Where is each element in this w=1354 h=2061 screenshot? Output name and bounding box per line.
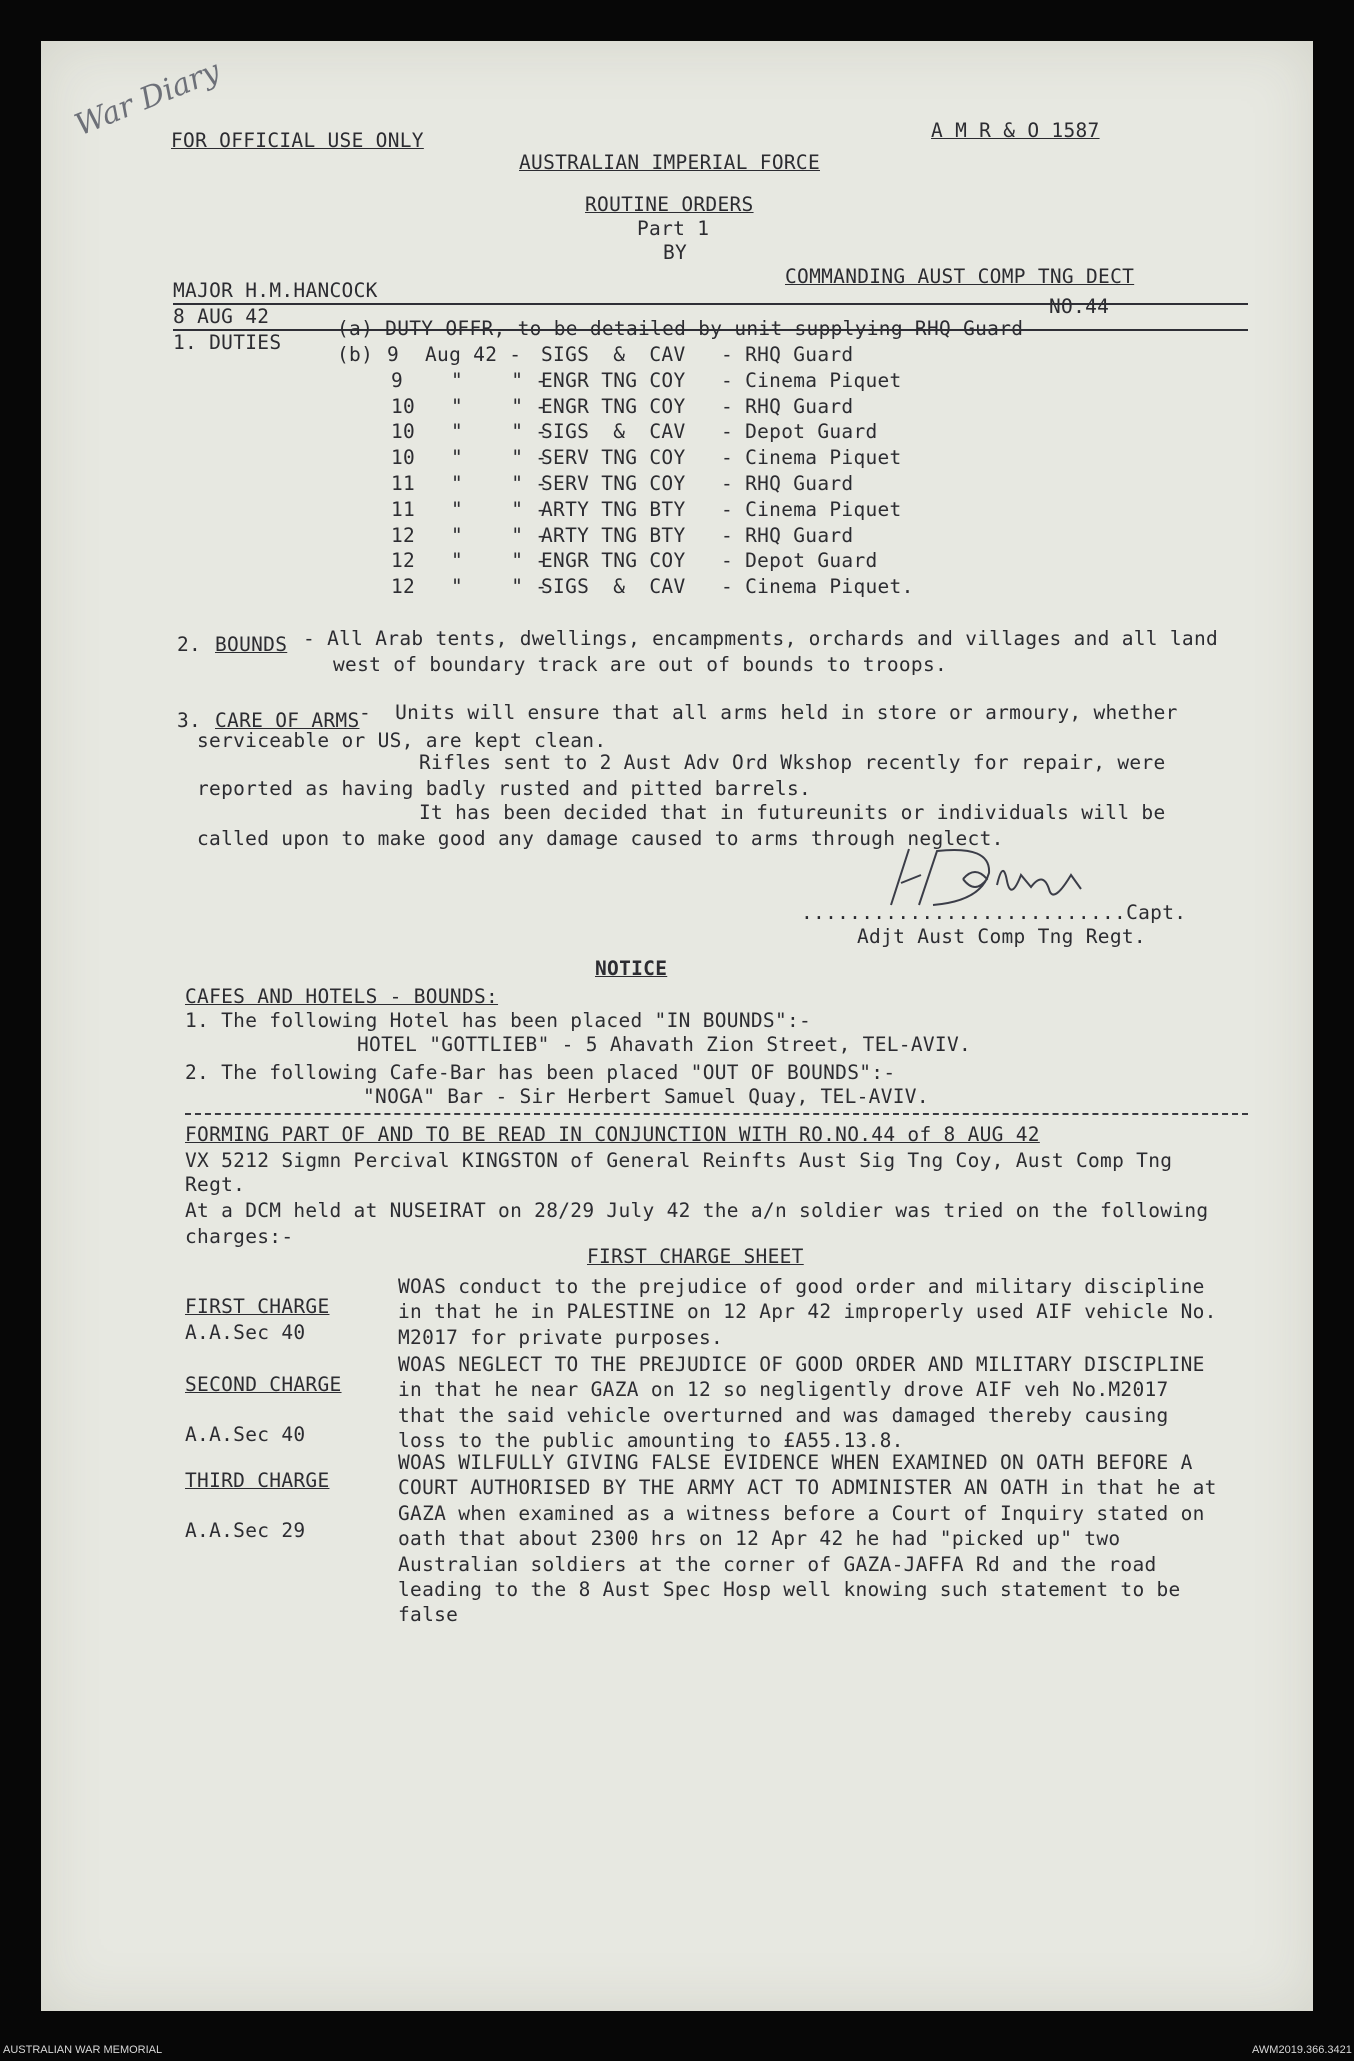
reference-number: A M R & O 1587 — [931, 119, 1100, 142]
charge-text-line: that the said vehicle overturned and was damaged thereby causing — [398, 1403, 1169, 1427]
charge-text-line: false — [398, 1603, 459, 1627]
duty-day: 11 — [391, 472, 416, 495]
duties-heading: 1. DUTIES — [173, 331, 282, 354]
duty-unit: ENGR TNG COY — [541, 368, 686, 392]
duty-day: 10 — [391, 446, 416, 470]
officer-name: MAJOR H.M.HANCOCK — [173, 279, 378, 302]
duty-unit: ENGR TNG COY — [541, 394, 686, 418]
duty-date-ditto: " " - — [451, 472, 548, 495]
charge-text-line: Australian soldiers at the corner of GAZA-JAFFA Rd and the road — [398, 1552, 1157, 1576]
duty-unit: SIGS & CAV — [541, 343, 686, 366]
duty-assignment: - RHQ Guard — [721, 523, 854, 547]
charge-sheet-title: FIRST CHARGE SHEET — [587, 1245, 804, 1268]
command-title: COMMANDING AUST COMP TNG DECT — [785, 265, 1135, 288]
charge-section: A.A.Sec 29 — [185, 1519, 306, 1542]
duty-date-ditto: " " - — [451, 523, 548, 547]
duty-unit: ENGR TNG COY — [541, 549, 686, 573]
duty-date-ditto: " " - — [451, 446, 548, 470]
duties-line-a: (a) DUTY OFFR, to be detailed by unit supplying RHQ Guard — [337, 317, 1024, 340]
official-use-label: FOR OFFICIAL USE ONLY — [171, 129, 424, 152]
charge-text-line: loss to the public amounting to £A55.13.8. — [398, 1429, 904, 1453]
care-of-arms-line-1: - Units will ensure that all arms held in store or armoury, whether — [359, 701, 1178, 724]
charge-text-line: in that he in PALESTINE on 12 Apr 42 improperly used AIF vehicle No. — [398, 1300, 1217, 1324]
document-title: ROUTINE ORDERS — [585, 193, 754, 216]
duty-unit: SIGS & CAV — [541, 420, 686, 444]
bounds-line-1: - All Arab tents, dwellings, encampments, orchards and villages and all land — [303, 627, 1219, 650]
charge-text-line: WOAS conduct to the prejudice of good order and military discipline — [398, 1275, 1205, 1298]
duty-day: 10 — [391, 420, 416, 444]
duty-unit: ARTY TNG BTY — [541, 523, 686, 547]
duty-assignment: - Cinema Piquet. — [721, 575, 914, 599]
court-line-2: Regt. — [185, 1173, 246, 1196]
duty-assignment: - Cinema Piquet — [721, 497, 902, 521]
notice-item-1-detail: HOTEL "GOTTLIEB" - 5 Ahavath Zion Street, TEL-AVIV. — [357, 1033, 972, 1056]
handwritten-marginal-note: War Diary — [70, 53, 225, 144]
duty-assignment: - RHQ Guard — [721, 472, 854, 495]
duty-day: 9 — [391, 368, 404, 392]
care-of-arms-heading: CARE OF ARMS — [215, 709, 360, 732]
charge-section: A.A.Sec 40 — [185, 1321, 306, 1344]
order-number: NO.44 — [1049, 295, 1110, 318]
duty-prefix: (b) — [337, 343, 374, 366]
care-of-arms-line-5: It has been decided that in futureunits or individuals will be — [419, 801, 1166, 824]
duty-unit: ARTY TNG BTY — [541, 497, 686, 521]
duty-day: 11 — [391, 497, 416, 521]
footer-accession: AWM2019.366.3421 — [1252, 2044, 1352, 2056]
notice-item-1: 1. The following Hotel has been placed "IN BOUNDS":- — [185, 1009, 812, 1032]
care-of-arms-number: 3. — [177, 709, 202, 732]
care-of-arms-line-4: reported as having badly rusted and pitted barrels. — [197, 777, 812, 800]
duty-day: 12 — [391, 575, 416, 599]
part-label: Part 1 — [637, 217, 710, 240]
duty-day: 10 — [391, 394, 416, 418]
charge-text-line: COURT AUTHORISED BY THE ARMY ACT TO ADMINISTER AN OATH in that he at — [398, 1476, 1217, 1500]
duty-date-ditto: " " - — [451, 420, 548, 444]
notice-heading: NOTICE — [595, 957, 668, 980]
duty-date-ditto: " " - — [451, 394, 548, 418]
notice-item-2: 2. The following Cafe-Bar has been placed "OUT OF BOUNDS":- — [185, 1061, 896, 1084]
section-divider — [185, 1113, 1248, 1115]
court-line-4: charges:- — [185, 1225, 294, 1248]
duty-day: 9 — [387, 343, 400, 366]
charge-label: FIRST CHARGE — [185, 1295, 330, 1318]
duty-date-ditto: " " - — [451, 368, 548, 392]
duty-date-ditto: " " - — [451, 497, 548, 521]
duty-unit: SERV TNG COY — [541, 446, 686, 470]
care-of-arms-line-6: called upon to make good any damage caused to arms through neglect. — [197, 827, 1004, 850]
duty-assignment: - RHQ Guard — [721, 394, 854, 418]
duty-date-ditto: Aug 42 - — [425, 343, 522, 366]
duty-day: 12 — [391, 549, 416, 573]
care-of-arms-line-2: serviceable or US, are kept clean. — [197, 729, 607, 752]
duty-day: 12 — [391, 523, 416, 547]
court-heading: FORMING PART OF AND TO BE READ IN CONJUNCTION WITH RO.NO.44 of 8 AUG 42 — [185, 1123, 1040, 1146]
duty-unit: SERV TNG COY — [541, 472, 686, 495]
charge-text-line: leading to the 8 Aust Spec Hosp well knowing such statement to be — [398, 1578, 1181, 1601]
duty-unit: SIGS & CAV — [541, 575, 686, 599]
force-title: AUSTRALIAN IMPERIAL FORCE — [519, 151, 820, 174]
duty-assignment: - Depot Guard — [721, 549, 878, 573]
charge-section: A.A.Sec 40 — [185, 1423, 306, 1446]
charge-text-line: GAZA when examined as a witness before a Court of Inquiry stated on — [398, 1501, 1205, 1525]
bounds-line-2: west of boundary track are out of bounds to troops. — [333, 653, 948, 676]
by-label: BY — [663, 241, 688, 264]
signature-dots: ...........................Capt. — [801, 901, 1187, 924]
document-page — [41, 41, 1313, 2011]
duty-assignment: - Cinema Piquet — [721, 446, 902, 470]
notice-item-2-detail: "NOGA" Bar - Sir Herbert Samuel Quay, TEL-AVIV. — [363, 1085, 929, 1108]
charge-text-line: WOAS NEGLECT TO THE PREJUDICE OF GOOD ORDER AND MILITARY DISCIPLINE — [398, 1353, 1205, 1376]
charge-text-line: in that he near GAZA on 12 so negligently drove AIF veh No.M2017 — [398, 1378, 1169, 1402]
duty-assignment: - RHQ Guard — [721, 343, 854, 366]
duty-assignment: - Depot Guard — [721, 420, 878, 444]
charge-text-line: M2017 for private purposes. — [398, 1325, 724, 1349]
court-line-1: VX 5212 Sigmn Percival KINGSTON of General Reinfts Aust Sig Tng Coy, Aust Comp Tng — [185, 1149, 1173, 1172]
duty-assignment: - Cinema Piquet — [721, 368, 902, 392]
charge-label: THIRD CHARGE — [185, 1469, 330, 1492]
bounds-heading: BOUNDS — [215, 633, 288, 656]
order-date: 8 AUG 42 — [173, 305, 270, 328]
charge-text-line: WOAS WILFULLY GIVING FALSE EVIDENCE WHEN EXAMINED ON OATH BEFORE A — [398, 1451, 1193, 1474]
notice-subheading: CAFES AND HOTELS - BOUNDS: — [185, 985, 499, 1008]
duty-date-ditto: " " - — [451, 549, 548, 573]
charge-text-line: oath that about 2300 hrs on 12 Apr 42 he had "picked up" two — [398, 1527, 1121, 1551]
duty-date-ditto: " " - — [451, 575, 548, 599]
bounds-number: 2. — [177, 633, 202, 656]
court-line-3: At a DCM held at NUSEIRAT on 28/29 July 42 the a/n soldier was tried on the following — [185, 1199, 1209, 1222]
footer-credit: AUSTRALIAN WAR MEMORIAL — [3, 2044, 163, 2056]
charge-label: SECOND CHARGE — [185, 1373, 342, 1396]
care-of-arms-line-3: Rifles sent to 2 Aust Adv Ord Wkshop recently for repair, were — [419, 751, 1166, 774]
signature-title: Adjt Aust Comp Tng Regt. — [857, 925, 1146, 948]
